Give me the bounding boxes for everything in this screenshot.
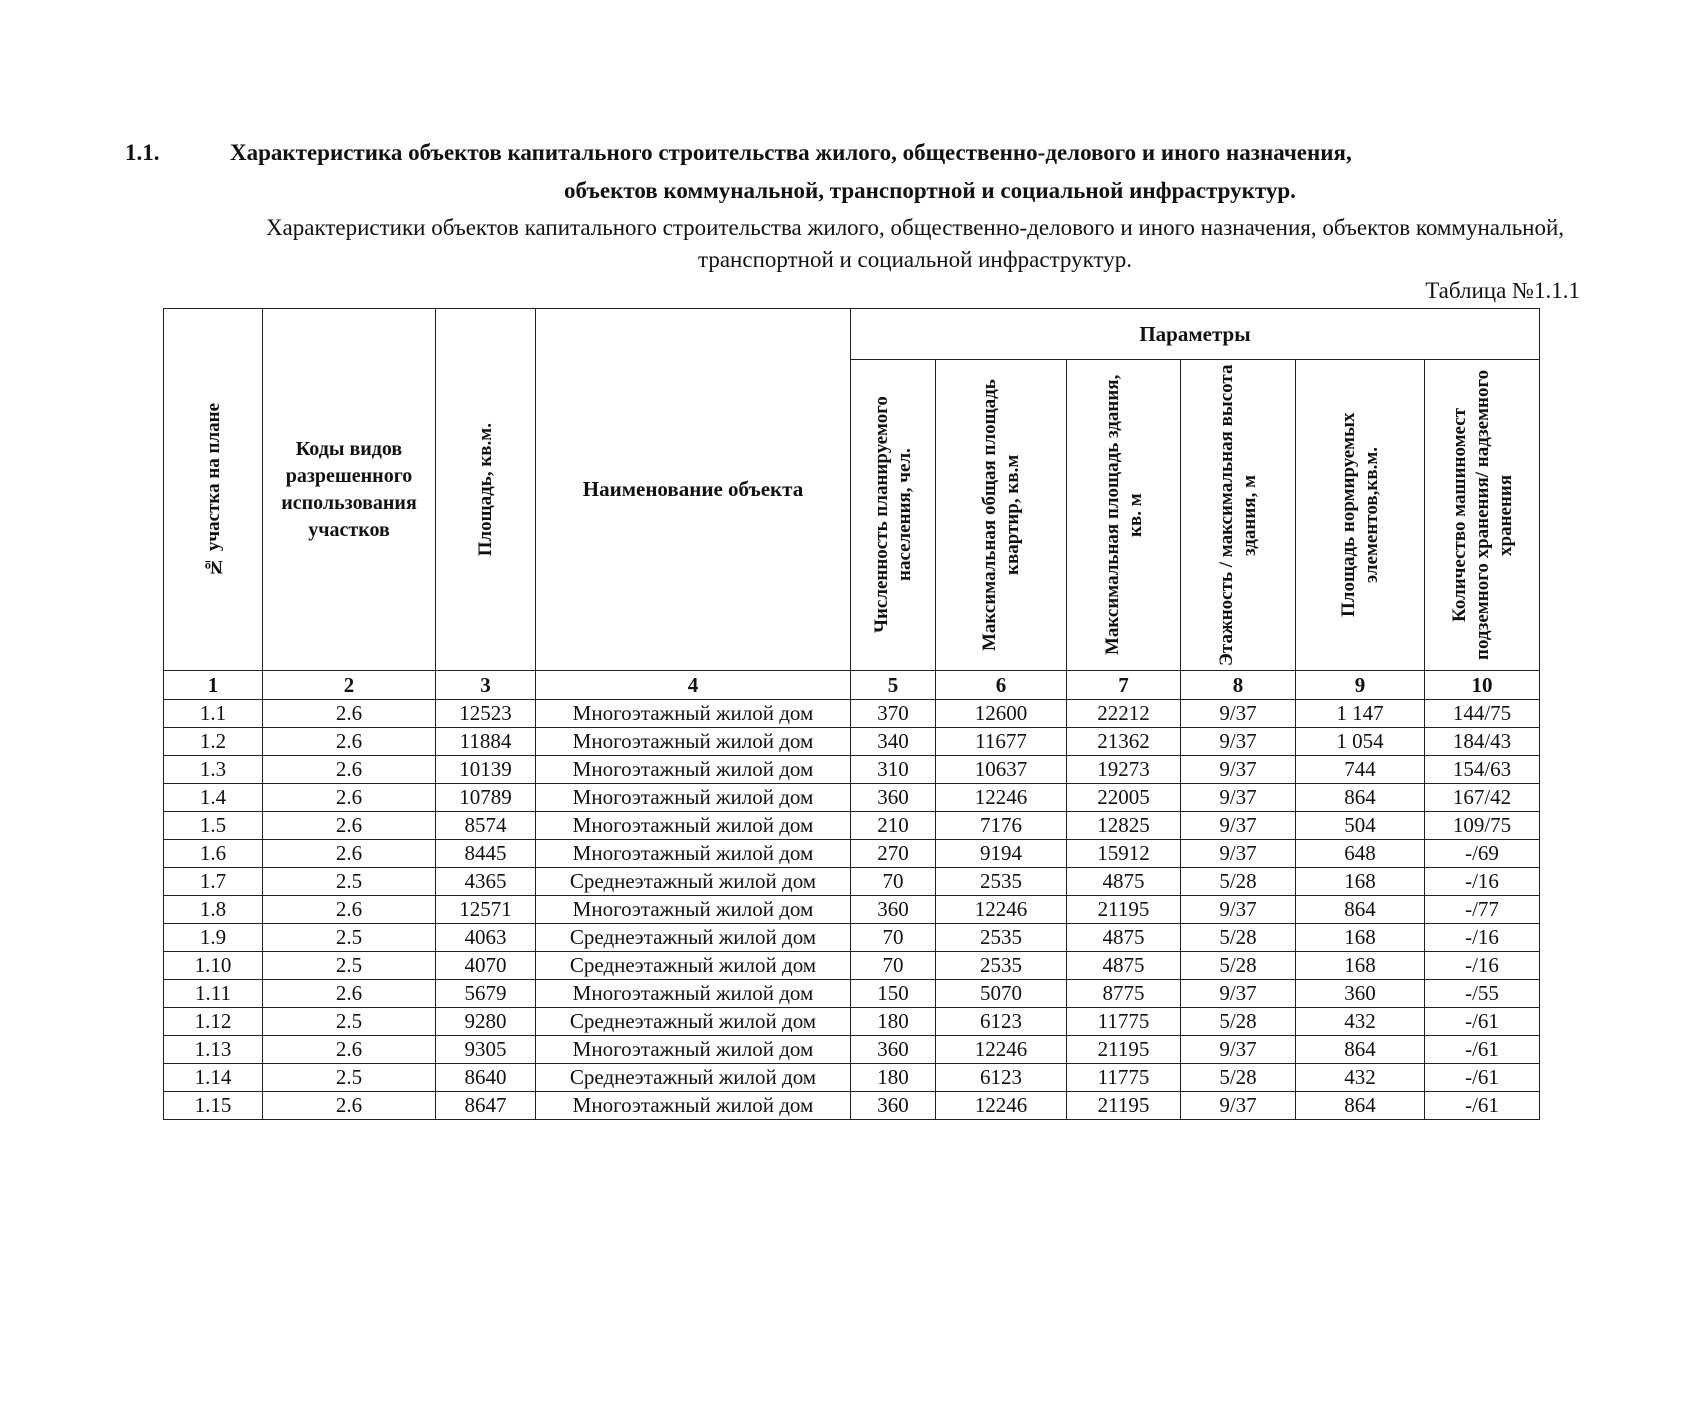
cell-normed-area: 168	[1296, 924, 1425, 952]
cell-parking: 109/75	[1425, 812, 1540, 840]
cell-area: 4070	[436, 952, 536, 980]
cell-normed-area: 1 147	[1296, 700, 1425, 728]
cell-code: 2.6	[263, 756, 436, 784]
cell-code: 2.6	[263, 812, 436, 840]
header-area: Площадь, кв.м.	[436, 309, 536, 671]
cell-plot: 1.2	[164, 728, 263, 756]
cell-population: 70	[851, 868, 936, 896]
cell-parking: -/61	[1425, 1036, 1540, 1064]
cell-code: 2.6	[263, 700, 436, 728]
table-row	[164, 1092, 1540, 1120]
cell-building-area: 4875	[1067, 952, 1181, 980]
cell-floors-height: 5/28	[1181, 952, 1296, 980]
cell-normed-area: 864	[1296, 896, 1425, 924]
cell-area: 4365	[436, 868, 536, 896]
cell-normed-area: 864	[1296, 1092, 1425, 1120]
cell-code: 2.6	[263, 840, 436, 868]
cell-apartment-area: 2535	[936, 924, 1067, 952]
cell-population: 370	[851, 700, 936, 728]
section-number: 1.1.	[125, 140, 160, 165]
cell-building-area: 21362	[1067, 728, 1181, 756]
cell-apartment-area: 12246	[936, 896, 1067, 924]
header-plot-number: № участка на плане	[164, 309, 263, 671]
cell-name: Многоэтажный жилой дом	[536, 784, 851, 812]
cell-building-area: 22005	[1067, 784, 1181, 812]
cell-apartment-area: 7176	[936, 812, 1067, 840]
cell-area: 4063	[436, 924, 536, 952]
cell-name: Среднеэтажный жилой дом	[536, 1008, 851, 1036]
cell-area: 8647	[436, 1092, 536, 1120]
cell-floors-height: 5/28	[1181, 924, 1296, 952]
cell-apartment-area: 11677	[936, 728, 1067, 756]
cell-building-area: 11775	[1067, 1008, 1181, 1036]
cell-name: Многоэтажный жилой дом	[536, 756, 851, 784]
cell-parking: -/77	[1425, 896, 1540, 924]
table-row	[164, 840, 1540, 868]
cell-normed-area: 168	[1296, 868, 1425, 896]
cell-population: 360	[851, 896, 936, 924]
cell-name: Многоэтажный жилой дом	[536, 980, 851, 1008]
column-number: 6	[936, 671, 1067, 700]
cell-floors-height: 9/37	[1181, 1092, 1296, 1120]
cell-floors-height: 5/28	[1181, 1008, 1296, 1036]
cell-floors-height: 9/37	[1181, 896, 1296, 924]
header-parameters: Параметры	[851, 309, 1540, 360]
cell-name: Многоэтажный жилой дом	[536, 840, 851, 868]
table-row	[164, 756, 1540, 784]
cell-plot: 1.13	[164, 1036, 263, 1064]
cell-plot: 1.4	[164, 784, 263, 812]
header-building-area: Максимальная площадь здания, кв. м	[1067, 360, 1181, 671]
cell-name: Многоэтажный жилой дом	[536, 812, 851, 840]
cell-population: 360	[851, 1036, 936, 1064]
cell-population: 360	[851, 1092, 936, 1120]
cell-area: 10789	[436, 784, 536, 812]
cell-parking: 144/75	[1425, 700, 1540, 728]
column-number: 10	[1425, 671, 1540, 700]
cell-building-area: 21195	[1067, 1036, 1181, 1064]
cell-code: 2.5	[263, 924, 436, 952]
cell-name: Среднеэтажный жилой дом	[536, 1064, 851, 1092]
cell-plot: 1.10	[164, 952, 263, 980]
table-number: Таблица №1.1.1	[1425, 278, 1580, 303]
cell-name: Многоэтажный жилой дом	[536, 1036, 851, 1064]
cell-normed-area: 504	[1296, 812, 1425, 840]
cell-code: 2.5	[263, 952, 436, 980]
cell-plot: 1.14	[164, 1064, 263, 1092]
cell-apartment-area: 12246	[936, 784, 1067, 812]
cell-plot: 1.6	[164, 840, 263, 868]
cell-plot: 1.5	[164, 812, 263, 840]
column-number: 2	[263, 671, 436, 700]
column-number: 5	[851, 671, 936, 700]
cell-apartment-area: 10637	[936, 756, 1067, 784]
cell-population: 340	[851, 728, 936, 756]
cell-plot: 1.7	[164, 868, 263, 896]
cell-apartment-area: 5070	[936, 980, 1067, 1008]
cell-floors-height: 9/37	[1181, 980, 1296, 1008]
cell-normed-area: 360	[1296, 980, 1425, 1008]
cell-apartment-area: 9194	[936, 840, 1067, 868]
section-subheading: Характеристики объектов капитального строительства жилого, общественно-делового и иного назначения, объектов коммунальной, транспортной и социальной инфраструктур.	[265, 215, 1565, 272]
cell-code: 2.6	[263, 1092, 436, 1120]
cell-plot: 1.1	[164, 700, 263, 728]
cell-area: 8574	[436, 812, 536, 840]
cell-area: 8640	[436, 1064, 536, 1092]
cell-normed-area: 864	[1296, 784, 1425, 812]
cell-normed-area: 648	[1296, 840, 1425, 868]
cell-apartment-area: 12246	[936, 1092, 1067, 1120]
cell-parking: 167/42	[1425, 784, 1540, 812]
cell-area: 9305	[436, 1036, 536, 1064]
cell-population: 310	[851, 756, 936, 784]
header-apartment-area: Максимальная общая площадь квартир, кв.м	[936, 360, 1067, 671]
table-row	[164, 728, 1540, 756]
cell-plot: 1.11	[164, 980, 263, 1008]
table-row	[164, 1064, 1540, 1092]
cell-area: 9280	[436, 1008, 536, 1036]
cell-name: Среднеэтажный жилой дом	[536, 952, 851, 980]
cell-normed-area: 864	[1296, 1036, 1425, 1064]
table-row	[164, 784, 1540, 812]
cell-plot: 1.8	[164, 896, 263, 924]
cell-floors-height: 5/28	[1181, 1064, 1296, 1092]
cell-parking: -/61	[1425, 1064, 1540, 1092]
cell-floors-height: 9/37	[1181, 728, 1296, 756]
cell-building-area: 22212	[1067, 700, 1181, 728]
cell-floors-height: 5/28	[1181, 868, 1296, 896]
cell-population: 150	[851, 980, 936, 1008]
cell-code: 2.5	[263, 1064, 436, 1092]
cell-area: 5679	[436, 980, 536, 1008]
cell-area: 10139	[436, 756, 536, 784]
section-title-line2: объектов коммунальной, транспортной и социальной инфраструктур.	[564, 178, 1296, 203]
cell-apartment-area: 6123	[936, 1064, 1067, 1092]
cell-population: 210	[851, 812, 936, 840]
table-row	[164, 952, 1540, 980]
cell-parking: 184/43	[1425, 728, 1540, 756]
cell-parking: 154/63	[1425, 756, 1540, 784]
cell-building-area: 21195	[1067, 1092, 1181, 1120]
cell-parking: -/55	[1425, 980, 1540, 1008]
cell-population: 180	[851, 1064, 936, 1092]
cell-name: Многоэтажный жилой дом	[536, 896, 851, 924]
table-row	[164, 868, 1540, 896]
cell-floors-height: 9/37	[1181, 812, 1296, 840]
cell-floors-height: 9/37	[1181, 700, 1296, 728]
header-parking-spaces: Количество машиномест подземного хранения/ надземного хранения	[1425, 360, 1540, 671]
cell-area: 12523	[436, 700, 536, 728]
header-floors-height: Этажность / максимальная высота здания, м	[1181, 360, 1296, 671]
cell-code: 2.6	[263, 784, 436, 812]
cell-building-area: 19273	[1067, 756, 1181, 784]
header-object-name: Наименование объекта	[536, 309, 851, 671]
cell-building-area: 8775	[1067, 980, 1181, 1008]
cell-building-area: 11775	[1067, 1064, 1181, 1092]
cell-parking: -/61	[1425, 1092, 1540, 1120]
header-normed-elements-area: Площадь нормируемых элементов,кв.м.	[1296, 360, 1425, 671]
cell-population: 180	[851, 1008, 936, 1036]
table-row	[164, 924, 1540, 952]
header-population: Численность планируемого населения, чел.	[851, 360, 936, 671]
cell-code: 2.5	[263, 1008, 436, 1036]
cell-normed-area: 1 054	[1296, 728, 1425, 756]
cell-population: 70	[851, 952, 936, 980]
cell-building-area: 15912	[1067, 840, 1181, 868]
cell-apartment-area: 12246	[936, 1036, 1067, 1064]
table-row	[164, 700, 1540, 728]
cell-plot: 1.15	[164, 1092, 263, 1120]
cell-normed-area: 432	[1296, 1064, 1425, 1092]
cell-plot: 1.12	[164, 1008, 263, 1036]
cell-apartment-area: 2535	[936, 868, 1067, 896]
table-row	[164, 980, 1540, 1008]
cell-population: 70	[851, 924, 936, 952]
cell-plot: 1.9	[164, 924, 263, 952]
cell-parking: -/16	[1425, 924, 1540, 952]
cell-floors-height: 9/37	[1181, 840, 1296, 868]
parameters-table	[163, 308, 1540, 1120]
section-title-line1: Характеристика объектов капитального строительства жилого, общественно-делового и иного назначения,	[230, 140, 1352, 165]
cell-name: Многоэтажный жилой дом	[536, 700, 851, 728]
cell-apartment-area: 12600	[936, 700, 1067, 728]
cell-apartment-area: 6123	[936, 1008, 1067, 1036]
column-number: 3	[436, 671, 536, 700]
cell-normed-area: 744	[1296, 756, 1425, 784]
cell-area: 11884	[436, 728, 536, 756]
table-row	[164, 1036, 1540, 1064]
cell-area: 12571	[436, 896, 536, 924]
cell-floors-height: 9/37	[1181, 756, 1296, 784]
cell-code: 2.6	[263, 980, 436, 1008]
cell-parking: -/69	[1425, 840, 1540, 868]
column-number: 8	[1181, 671, 1296, 700]
column-number: 1	[164, 671, 263, 700]
column-number: 4	[536, 671, 851, 700]
cell-parking: -/61	[1425, 1008, 1540, 1036]
column-number: 9	[1296, 671, 1425, 700]
cell-name: Многоэтажный жилой дом	[536, 728, 851, 756]
cell-floors-height: 9/37	[1181, 784, 1296, 812]
cell-normed-area: 432	[1296, 1008, 1425, 1036]
cell-plot: 1.3	[164, 756, 263, 784]
header-use-codes: Коды видов разрешенного использования участков	[263, 309, 436, 671]
cell-name: Многоэтажный жилой дом	[536, 1092, 851, 1120]
table-row	[164, 812, 1540, 840]
cell-parking: -/16	[1425, 952, 1540, 980]
cell-building-area: 4875	[1067, 868, 1181, 896]
cell-building-area: 12825	[1067, 812, 1181, 840]
table-row	[164, 1008, 1540, 1036]
table-row	[164, 896, 1540, 924]
cell-code: 2.5	[263, 868, 436, 896]
cell-code: 2.6	[263, 728, 436, 756]
cell-apartment-area: 2535	[936, 952, 1067, 980]
cell-name: Среднеэтажный жилой дом	[536, 924, 851, 952]
cell-code: 2.6	[263, 1036, 436, 1064]
cell-floors-height: 9/37	[1181, 1036, 1296, 1064]
cell-parking: -/16	[1425, 868, 1540, 896]
cell-normed-area: 168	[1296, 952, 1425, 980]
cell-population: 360	[851, 784, 936, 812]
cell-population: 270	[851, 840, 936, 868]
cell-area: 8445	[436, 840, 536, 868]
cell-building-area: 21195	[1067, 896, 1181, 924]
cell-code: 2.6	[263, 896, 436, 924]
table-body	[164, 700, 1540, 1120]
cell-name: Среднеэтажный жилой дом	[536, 868, 851, 896]
column-number: 7	[1067, 671, 1181, 700]
cell-building-area: 4875	[1067, 924, 1181, 952]
